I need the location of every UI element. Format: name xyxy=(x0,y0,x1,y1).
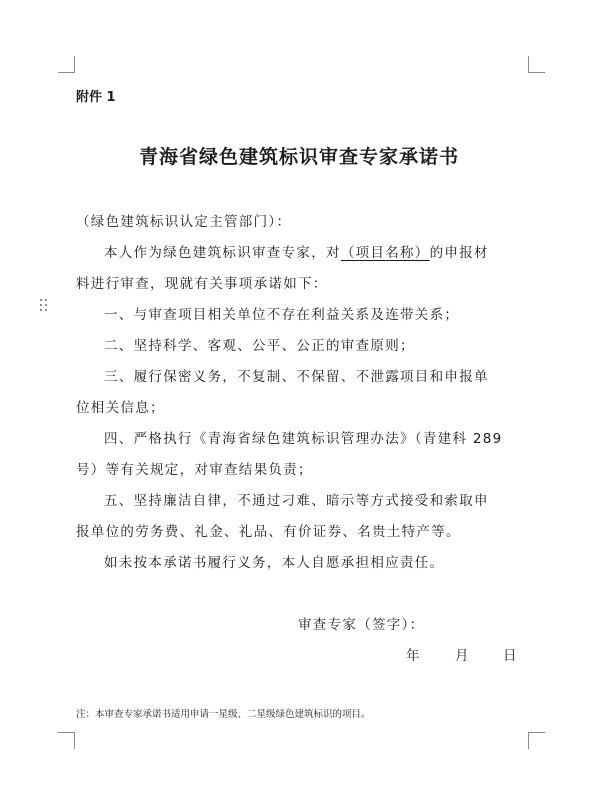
attachment-label: 附件 1 xyxy=(76,90,116,105)
intro-text-a: 本人作为绿色建筑标识审查专家，对 xyxy=(104,245,341,261)
drag-handle-icon[interactable] xyxy=(40,299,48,311)
crop-mark-bottom-left xyxy=(58,732,75,749)
item-four-line-1: 四、严格执行《青海省绿色建筑标识管理办法》（青建科 289 xyxy=(104,431,503,447)
date-year: 年 xyxy=(406,648,421,664)
item-four-line-2: 号）等有关规定，对审查结果负责； xyxy=(76,462,313,478)
crop-mark-top-left xyxy=(58,56,75,73)
closing-statement: 如未按本承诺书履行义务，本人自愿承担相应责任。 xyxy=(104,555,445,571)
signature-label: 审查专家（签字）： xyxy=(298,617,425,633)
crop-mark-top-right xyxy=(528,56,545,73)
intro-line-1 xyxy=(104,241,489,261)
project-name-blank: （项目名称） xyxy=(340,245,430,261)
footnote: 注：本审查专家承诺书适用申请一星级、二星级绿色建筑标识的项目。 xyxy=(76,709,371,720)
page-title: 青海省绿色建筑标识审查专家承诺书 xyxy=(138,146,459,168)
item-one: 一、与审查项目相关单位不存在利益关系及连带关系； xyxy=(104,307,460,323)
intro-line-2: 料进行审查，现就有关事项承诺如下： xyxy=(76,276,328,292)
intro-text-b: 的申报材 xyxy=(429,245,489,261)
date-day: 日 xyxy=(503,648,518,664)
item-three-line-1: 三、履行保密义务，不复制、不保留、不泄露项目和申报单 xyxy=(104,369,489,385)
item-five-line-2: 报单位的劳务费、礼金、礼品、有价证券、名贵土特产等。 xyxy=(76,524,461,540)
salutation: （绿色建筑标识认定主管部门）： xyxy=(76,214,292,230)
date-month: 月 xyxy=(455,648,470,664)
crop-mark-bottom-right xyxy=(528,732,545,749)
item-two: 二、坚持科学、客观、公平、公正的审查原则； xyxy=(104,338,415,354)
item-three-line-2: 位相关信息； xyxy=(76,400,165,416)
item-five-line-1: 五、坚持廉洁自律，不通过刁难、暗示等方式接受和索取申 xyxy=(104,493,489,509)
